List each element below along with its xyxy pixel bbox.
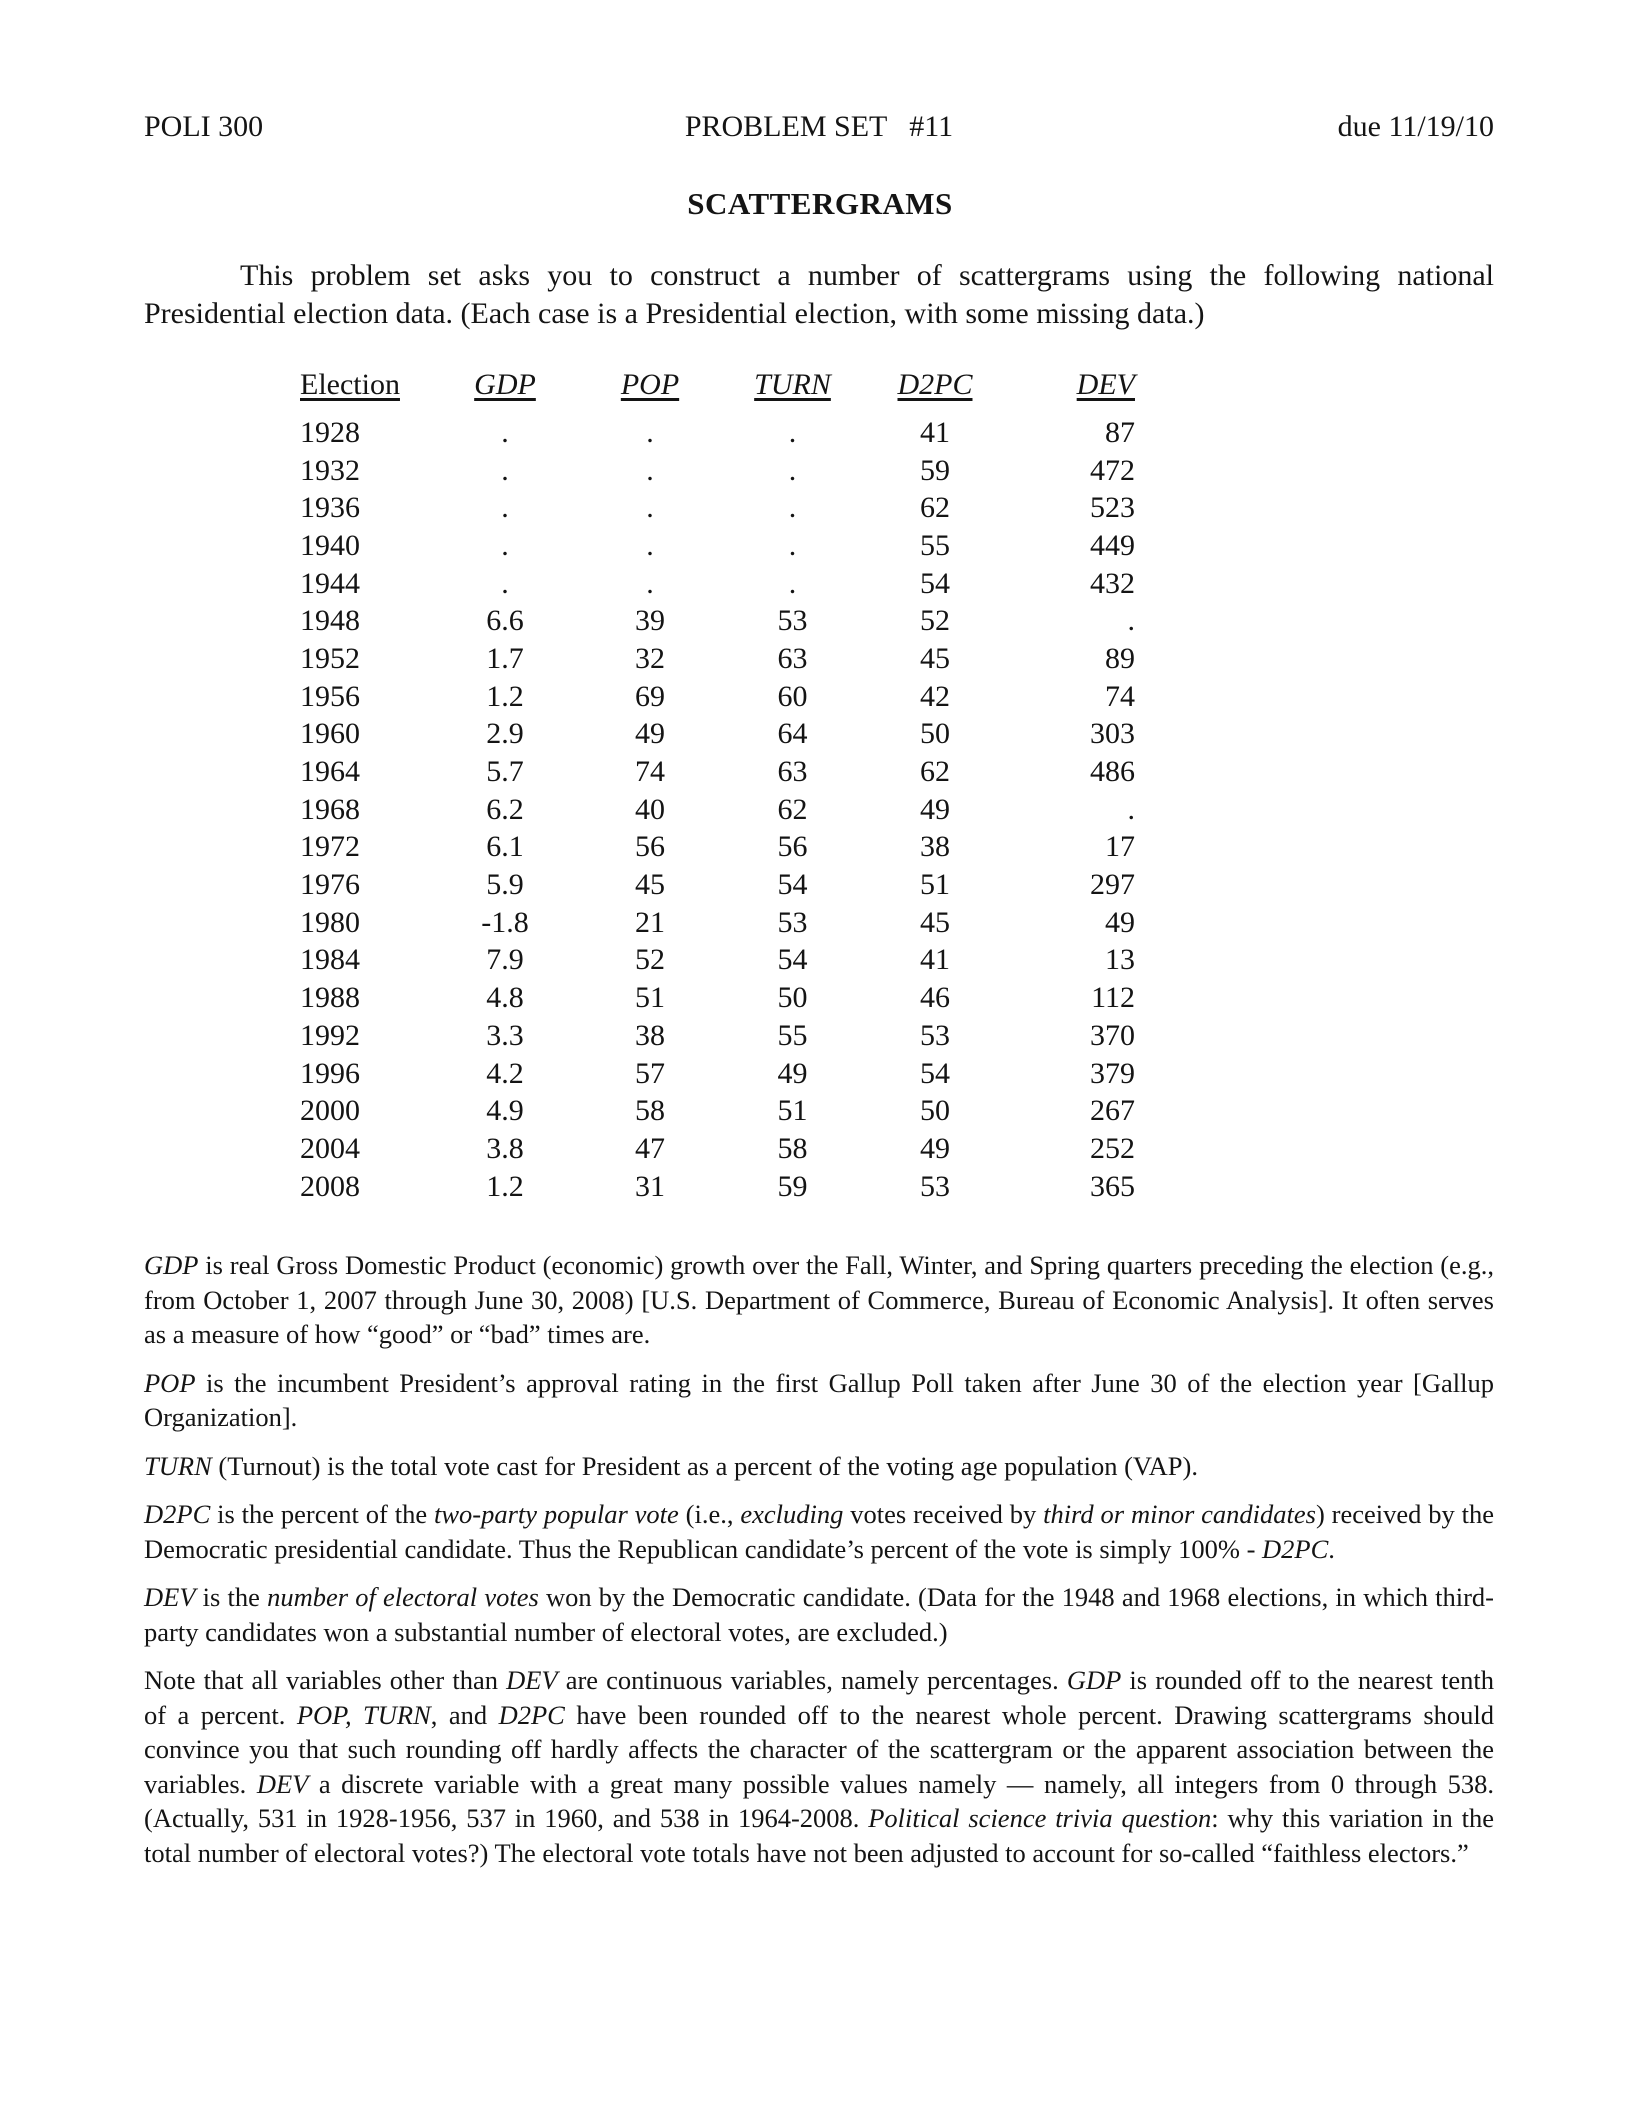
- cell-d2pc: 41: [920, 415, 950, 449]
- due-date: due 11/19/10: [1337, 110, 1494, 143]
- col-header-turn: TURN: [754, 368, 831, 401]
- table-row: [300, 602, 1135, 640]
- course-label: POLI 300: [144, 110, 264, 143]
- table-row: [300, 791, 1135, 829]
- cell-dev: 49: [1105, 905, 1135, 939]
- cell-dev: 297: [1090, 868, 1135, 902]
- cell-pop: 32: [635, 641, 665, 675]
- cell-turn: 60: [777, 679, 808, 713]
- cell-gdp: 7.9: [486, 943, 524, 977]
- cell-turn: 59: [777, 1169, 808, 1203]
- note-italic-4: D2PC: [498, 1699, 565, 1730]
- table-row: [300, 866, 1135, 904]
- def-d2pc-italic-3: third or minor candidates: [1043, 1499, 1316, 1529]
- cell-pop: 56: [635, 830, 665, 864]
- cell-gdp: .: [501, 566, 509, 600]
- cell-pop: 45: [635, 868, 665, 902]
- cell-gdp: 6.2: [486, 792, 524, 826]
- cell-election: 1988: [300, 981, 360, 1015]
- cell-election: 1932: [300, 453, 360, 487]
- table-row: [300, 565, 1135, 603]
- cell-gdp: 1.2: [486, 1169, 524, 1203]
- cell-gdp: 6.1: [486, 830, 524, 864]
- cell-gdp: 4.8: [486, 981, 524, 1015]
- col-header-election: Election: [300, 368, 400, 401]
- cell-pop: .: [646, 528, 654, 562]
- cell-dev: 449: [1090, 528, 1135, 562]
- cell-election: 1944: [300, 566, 360, 600]
- cell-election: 1976: [300, 868, 360, 902]
- def-d2pc-text-5: .: [1328, 1533, 1335, 1564]
- cell-election: 1984: [300, 943, 360, 977]
- cell-d2pc: 52: [920, 604, 950, 638]
- cell-dev: 523: [1090, 491, 1135, 525]
- def-d2pc-text-3: votes received by: [843, 1499, 1044, 1529]
- cell-turn: .: [788, 453, 797, 487]
- document-title: SCATTERGRAMS: [687, 186, 953, 221]
- table-row: [300, 942, 1135, 980]
- col-header-gdp: GDP: [474, 368, 536, 401]
- cell-dev: 252: [1090, 1131, 1135, 1165]
- cell-gdp: -1.8: [481, 905, 529, 939]
- cell-pop: 74: [635, 755, 665, 789]
- cell-pop: .: [646, 491, 654, 525]
- cell-d2pc: 51: [920, 868, 950, 902]
- def-d2pc-text-2: (i.e.,: [678, 1499, 741, 1529]
- election-data-table: [300, 368, 1135, 1205]
- cell-dev: 379: [1090, 1056, 1135, 1090]
- def-turn: [144, 1449, 1494, 1484]
- cell-dev: .: [1127, 792, 1135, 826]
- def-d2pc-text-1: is the percent of the: [210, 1499, 434, 1529]
- cell-election: 1940: [300, 528, 360, 562]
- def-pop-term: POP: [144, 1367, 196, 1398]
- cell-d2pc: 59: [920, 453, 950, 487]
- cell-dev: 267: [1090, 1094, 1135, 1128]
- note-italic-2: GDP: [1066, 1665, 1122, 1695]
- cell-election: 1956: [300, 679, 360, 713]
- cell-election: 1936: [300, 491, 360, 525]
- cell-gdp: 5.9: [486, 868, 524, 902]
- cell-dev: 303: [1090, 717, 1135, 751]
- table-row: [300, 640, 1135, 678]
- cell-d2pc: 49: [920, 792, 950, 826]
- note-text-2: are continuous variables, namely percentages.: [557, 1665, 1067, 1695]
- cell-d2pc: 45: [920, 641, 950, 675]
- table-row: [300, 489, 1135, 527]
- cell-election: 1948: [300, 604, 360, 638]
- cell-d2pc: 62: [920, 491, 950, 525]
- def-dev-term: DEV: [144, 1582, 196, 1612]
- cell-turn: .: [788, 415, 797, 449]
- cell-turn: 53: [777, 604, 808, 638]
- table-row: [300, 979, 1135, 1017]
- cell-d2pc: 50: [920, 1094, 950, 1128]
- def-pop: [144, 1366, 1494, 1435]
- table-row: [300, 1017, 1135, 1055]
- cell-turn: 49: [777, 1056, 808, 1090]
- note-text-6: a discrete variable with a great many possible values namely — namely, all integers from 0 through 538. (Actually, 531 in 1928-1956, 537 in 1960, and 538 in 1964-2008.: [144, 1768, 1494, 1833]
- cell-turn: .: [788, 528, 797, 562]
- cell-turn: 63: [777, 755, 808, 789]
- cell-turn: 56: [777, 830, 808, 864]
- note-paragraph: [144, 1663, 1494, 1870]
- cell-d2pc: 45: [920, 905, 950, 939]
- variable-definitions: [144, 1248, 1494, 1884]
- cell-dev: 87: [1105, 415, 1135, 449]
- table-row: [300, 678, 1135, 716]
- cell-d2pc: 53: [920, 1169, 950, 1203]
- table-body: [300, 414, 1135, 1205]
- def-dev-text-2: won by the Democratic candidate. (Data for the 1948 and 1968 elections, in which third-party candidates won a substantial number of electoral votes, are excluded.): [144, 1582, 1494, 1647]
- cell-gdp: 1.2: [486, 679, 524, 713]
- page-header: [144, 110, 1494, 150]
- cell-gdp: .: [501, 453, 509, 487]
- cell-dev: 370: [1090, 1018, 1135, 1052]
- cell-gdp: 5.7: [486, 755, 524, 789]
- col-header-d2pc: D2PC: [897, 368, 973, 401]
- cell-gdp: .: [501, 491, 509, 525]
- cell-gdp: .: [501, 415, 509, 449]
- cell-pop: 51: [635, 981, 665, 1015]
- cell-pop: 47: [635, 1131, 665, 1165]
- cell-dev: 89: [1105, 641, 1135, 675]
- def-turn-text: (Turnout) is the total vote cast for President as a percent of the voting age population (VAP).: [211, 1450, 1198, 1481]
- cell-election: 2000: [300, 1094, 360, 1128]
- cell-turn: 53: [777, 905, 808, 939]
- cell-d2pc: 46: [920, 981, 950, 1015]
- cell-dev: 432: [1090, 566, 1135, 600]
- table-row: [300, 452, 1135, 490]
- cell-turn: 54: [777, 868, 808, 902]
- cell-turn: 55: [777, 1018, 808, 1052]
- note-text-3: is rounded off to the nearest tenth of a percent.: [144, 1665, 1494, 1730]
- cell-pop: 38: [635, 1018, 665, 1052]
- def-d2pc-italic-4: D2PC: [1262, 1533, 1329, 1564]
- table-row: [300, 753, 1135, 791]
- cell-election: 1980: [300, 905, 360, 939]
- cell-election: 1992: [300, 1018, 360, 1052]
- note-text-5: have been rounded off to the nearest whole percent. Drawing scattergrams should convince you that such rounding off hardly affects the character of the scattergram or the apparent association between the variables.: [144, 1699, 1494, 1799]
- cell-pop: 58: [635, 1094, 665, 1128]
- cell-gdp: 1.7: [486, 641, 524, 675]
- cell-election: 2008: [300, 1169, 360, 1203]
- cell-d2pc: 54: [920, 566, 950, 600]
- cell-dev: 486: [1090, 755, 1135, 789]
- cell-election: 1928: [300, 415, 360, 449]
- cell-election: 1952: [300, 641, 360, 675]
- cell-election: 1960: [300, 717, 360, 751]
- cell-election: 1968: [300, 792, 360, 826]
- cell-dev: 472: [1090, 453, 1135, 487]
- cell-d2pc: 41: [920, 943, 950, 977]
- cell-pop: .: [646, 566, 654, 600]
- cell-gdp: 6.6: [486, 604, 524, 638]
- def-turn-term: TURN: [144, 1450, 212, 1481]
- note-text-4: , and: [430, 1699, 499, 1730]
- cell-gdp: 3.8: [486, 1131, 524, 1165]
- cell-gdp: 4.2: [486, 1056, 524, 1090]
- cell-turn: .: [788, 491, 797, 525]
- cell-dev: 13: [1105, 943, 1135, 977]
- def-gdp: [144, 1248, 1494, 1352]
- table-row: [300, 716, 1135, 754]
- note-italic-3: POP, TURN: [296, 1699, 431, 1730]
- note-italic-1: DEV: [506, 1665, 558, 1695]
- cell-election: 2004: [300, 1131, 360, 1165]
- cell-d2pc: 62: [920, 755, 950, 789]
- def-dev-italic-1: number of electoral votes: [267, 1582, 539, 1612]
- cell-d2pc: 54: [920, 1056, 950, 1090]
- cell-d2pc: 53: [920, 1018, 950, 1052]
- table-row: [300, 829, 1135, 867]
- cell-dev: 112: [1091, 981, 1135, 1015]
- cell-pop: .: [646, 415, 654, 449]
- cell-d2pc: 38: [920, 830, 950, 864]
- note-italic-6: Political science trivia question: [868, 1803, 1212, 1833]
- cell-dev: 74: [1105, 679, 1135, 713]
- cell-gdp: 2.9: [486, 717, 524, 751]
- table-row: [300, 904, 1135, 942]
- col-header-dev: DEV: [1076, 368, 1135, 401]
- cell-pop: 69: [635, 679, 665, 713]
- def-d2pc-term: D2PC: [144, 1499, 211, 1529]
- cell-election: 1996: [300, 1056, 360, 1090]
- def-d2pc-italic-2: excluding: [740, 1499, 844, 1529]
- cell-pop: .: [646, 453, 654, 487]
- def-dev: [144, 1580, 1494, 1649]
- note-text-7: : why this variation in the total number of electoral votes?) The electoral vote totals have not been adjusted to account for so-called “faithless electors.”: [144, 1803, 1494, 1868]
- problem-set-label: PROBLEM SET #11: [684, 110, 954, 143]
- cell-election: 1964: [300, 755, 360, 789]
- cell-pop: 31: [635, 1169, 665, 1203]
- note-text-1: Note that all variables other than: [144, 1665, 507, 1695]
- def-d2pc: [144, 1497, 1494, 1566]
- def-d2pc-italic-1: two-party popular vote: [433, 1499, 679, 1529]
- cell-turn: 64: [777, 717, 808, 751]
- cell-d2pc: 42: [920, 679, 950, 713]
- cell-gdp: 4.9: [486, 1094, 524, 1128]
- def-pop-text: is the incumbent President’s approval rating in the first Gallup Poll taken after June 30 of the election year [Gallup Organization].: [144, 1367, 1494, 1432]
- cell-dev: .: [1127, 604, 1135, 638]
- cell-d2pc: 49: [920, 1131, 950, 1165]
- cell-turn: 58: [777, 1131, 808, 1165]
- cell-pop: 57: [635, 1056, 665, 1090]
- cell-election: 1972: [300, 830, 360, 864]
- cell-turn: .: [788, 566, 797, 600]
- cell-gdp: .: [501, 528, 509, 562]
- cell-turn: 62: [777, 792, 808, 826]
- table-row: [300, 1092, 1135, 1130]
- col-header-pop: POP: [620, 368, 680, 401]
- note-italic-5: DEV: [256, 1768, 309, 1799]
- def-d2pc-text-4: ) received by the Democratic presidential candidate. Thus the Republican candidate’s percent of the vote is simply 100% -: [144, 1499, 1494, 1564]
- table-row: [300, 1055, 1135, 1093]
- cell-d2pc: 50: [920, 717, 950, 751]
- table-row: [300, 1168, 1135, 1206]
- cell-pop: 39: [635, 604, 665, 638]
- cell-pop: 40: [635, 792, 665, 826]
- intro-paragraph: This problem set asks you to construct a number of scattergrams using the following national Presidential election data. (Each case is a Presidential election, with some missing data.): [144, 259, 1494, 330]
- cell-pop: 52: [635, 943, 665, 977]
- table-header-row: [300, 368, 1135, 414]
- cell-turn: 63: [777, 641, 808, 675]
- cell-turn: 54: [777, 943, 808, 977]
- table-row: [300, 414, 1135, 452]
- cell-dev: 365: [1090, 1169, 1135, 1203]
- cell-turn: 51: [777, 1094, 808, 1128]
- def-gdp-term: GDP: [144, 1250, 199, 1280]
- table-row: [300, 1130, 1135, 1168]
- cell-gdp: 3.3: [486, 1018, 524, 1052]
- cell-d2pc: 55: [920, 528, 950, 562]
- cell-pop: 21: [635, 905, 665, 939]
- def-gdp-text: is real Gross Domestic Product (economic) growth over the Fall, Winter, and Spring quarters preceding the election (e.g., from October 1, 2007 through June 30, 2008) [U.S. Department of Commerce, Bureau of Economic Analysis]. It often serves as a measure of how “good” or “bad” times are.: [144, 1250, 1494, 1349]
- cell-dev: 17: [1105, 830, 1135, 864]
- cell-turn: 50: [777, 981, 808, 1015]
- def-dev-text-1: is the: [195, 1582, 268, 1612]
- cell-pop: 49: [635, 717, 665, 751]
- table-row: [300, 527, 1135, 565]
